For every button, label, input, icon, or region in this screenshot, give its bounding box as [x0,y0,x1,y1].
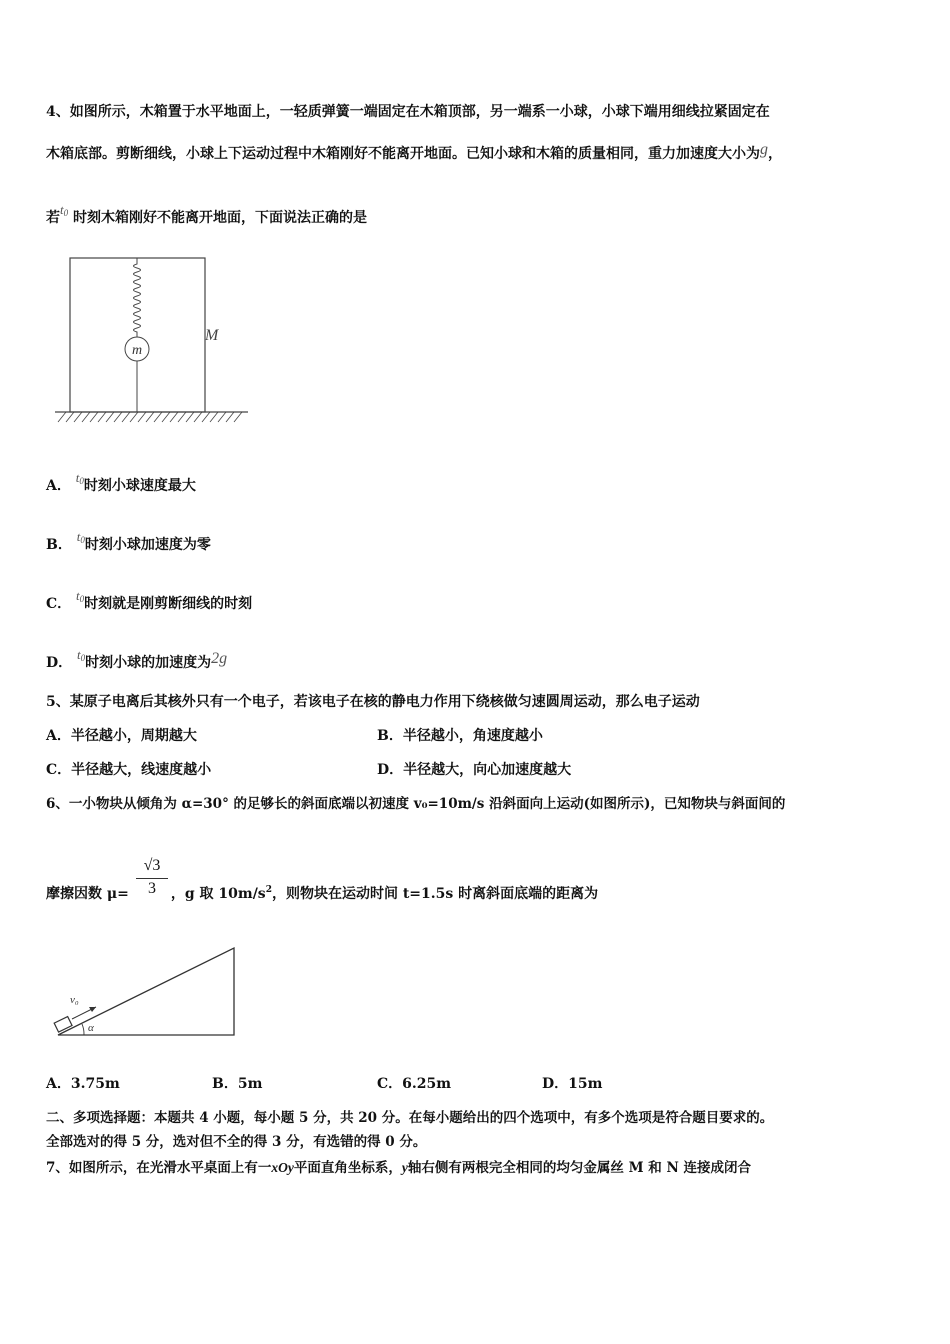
spring [134,258,141,338]
q7-stem [46,1158,751,1178]
section2-line2: 全部选对的得 5 分，选对但不全的得 3 分，有选错的得 0 分。 [46,1134,427,1150]
q7-y: y [401,1160,408,1175]
t0-symbol [77,529,85,544]
q6-line2-post: ，则物块在运动时间 t=1.5s 时离斜面底端的距离为 [271,886,599,902]
q5-option-b[interactable] [377,726,543,746]
q4-option-b[interactable] [46,527,211,555]
t-subscript: 0 [79,476,84,486]
spring-box-figure [50,250,260,430]
incline-figure [48,945,248,1045]
option-text: 时刻小球加速度为零 [84,537,211,553]
option-key: A． [46,478,71,494]
q4-line2-comma: ， [768,146,782,162]
q6-option-d[interactable] [542,1074,602,1094]
option-text: 6.25m [402,1076,452,1092]
section2-line1: 二、多项选择题：本题共 4 小题，每小题 5 分，共 20 分。在每小题给出的四个选项中，有多个选项是符合题目要求的。 [46,1110,774,1126]
option-text: 5m [237,1076,263,1092]
ball-label-m: m [132,343,143,358]
q4-option-c[interactable] [46,586,252,614]
t-subscript: 0 [80,535,85,545]
option-key: D． [377,762,404,778]
mu-fraction [134,856,170,899]
q4-option-d[interactable] [46,645,227,673]
q6-line2-mid: ，g 取 10m/s [170,886,266,902]
q4-option-a[interactable] [46,468,196,496]
option-key: C． [46,762,72,778]
t-letter: t [76,588,80,603]
q6-option-b[interactable] [212,1074,262,1094]
option-text: 15m [568,1076,603,1092]
option-key: B． [212,1076,238,1092]
q4-line1: 4、如图所示，木箱置于水平地面上，一轻质弹簧一端固定在木箱顶部，另一端系一小球，小球下端用细线拉紧固定在 [46,104,770,120]
q7-xOy: xOy [271,1160,294,1175]
q5-stem: 5、某原子电离后其核外只有一个电子，若该电子在核的静电力作用下绕核做匀速圆周运动，那么电子运动 [46,694,700,710]
q4-g-symbol: g [760,141,768,158]
option-text: 3.75m [70,1076,120,1092]
option-key: D． [46,655,73,671]
q6-line2 [46,880,598,904]
option-text: 半径越大，向心加速度越大 [403,762,572,778]
q6-stem: 6、一小物块从倾角为 α=30° 的足够长的斜面底端以初速度 v₀=10m/s 沿斜面向上运动(如图所示)，已知物块与斜面间的 [46,796,786,812]
option-key: C． [377,1076,403,1092]
option-key: A． [46,1076,71,1092]
t-letter: t [77,647,81,662]
t0-symbol [76,588,84,603]
q5-option-d[interactable] [377,760,571,780]
q4-line2 [46,140,782,164]
q4-line3-pre: 若 [46,210,60,226]
option-text: 时刻就是刚剪断细线的时刻 [84,596,253,612]
t-subscript: 0 [79,594,85,604]
q5-option-c[interactable] [46,760,211,780]
q6-line2-pre: 摩擦因数 μ= [46,886,129,902]
option-text: 半径越小，周期越大 [70,728,197,744]
t-subscript: 0 [80,653,86,663]
option-text: 时刻小球速度最大 [83,478,196,494]
q6-superscript-2: 2 [265,885,272,895]
t0-symbol [76,470,84,485]
ground-hatch [58,412,242,422]
option-text: 半径越大，线速度越小 [71,762,212,778]
box-label-M: M [205,327,219,344]
t-letter: t [60,202,64,217]
fraction-numerator: √3 [143,857,161,874]
option-key: A． [46,728,71,744]
option-key: B． [377,728,403,744]
t-subscript: 0 [63,208,69,218]
angle-arc [82,1024,84,1035]
option-text: 半径越小，角速度越小 [402,728,543,744]
alpha-label: α [88,1022,94,1034]
q4-t0-symbol [60,202,68,217]
q4-line3-post: 时刻木箱刚好不能离开地面，下面说法正确的是 [73,210,367,226]
t0-symbol [77,647,85,662]
q4-line3 [46,200,367,228]
option-key: D． [542,1076,569,1092]
option-key: C． [46,596,72,612]
q4-line2-text: 木箱底部。剪断细线，小球上下运动过程中木箱刚好不能离开地面。已知小球和木箱的质量相同，重力加速度大小为 [46,146,760,162]
q7-post: 轴右侧有两根完全相同的均匀金属丝 M 和 N 连接成闭合 [407,1160,751,1176]
option-text: 时刻小球的加速度为 [85,655,212,671]
q7-pre: 7、如图所示，在光滑水平桌面上有一 [46,1160,272,1176]
q6-option-c[interactable] [377,1074,451,1094]
option-key: B． [46,537,72,553]
fraction-denominator: 3 [148,880,156,897]
q5-option-a[interactable] [46,726,197,746]
velocity-label: v₀ [70,994,79,1006]
t-letter: t [76,529,81,544]
q6-option-a[interactable] [46,1074,120,1094]
q7-mid: 平面直角坐标系， [293,1160,402,1176]
option-extra-2g: 2g [211,650,228,667]
t-letter: t [75,470,80,485]
incline-triangle [58,948,234,1035]
